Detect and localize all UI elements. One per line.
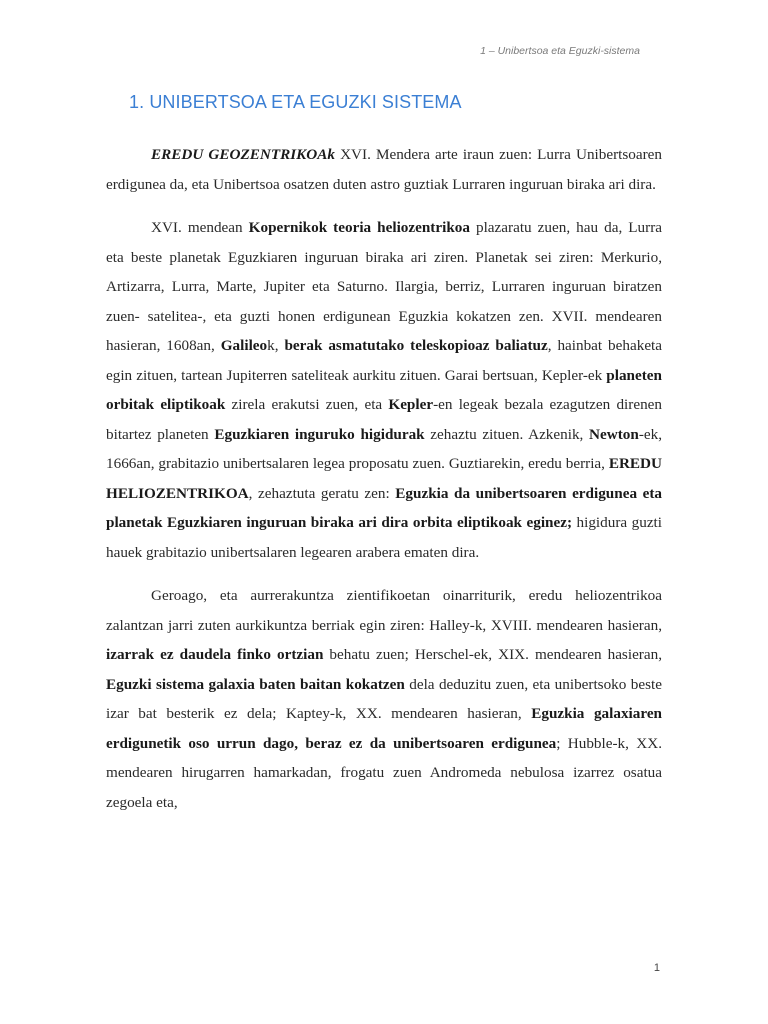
bold-italic-text: EREDU GEOZENTRIKOAk bbox=[151, 146, 335, 163]
bold-text: EREDU HELIOZENTRIKOA bbox=[106, 455, 662, 502]
page-number: 1 bbox=[653, 962, 660, 974]
text-run: ; Hubble-k, XX. mendearen hirugarren hamarkadan, frogatu zuen Andromeda nebulosa izarrez osatua zegoela eta, bbox=[106, 734, 662, 811]
text-run: zirela erakutsi zuen, eta bbox=[225, 396, 389, 413]
running-header: 1 – Unibertsoa eta Eguzki-sistema bbox=[480, 45, 640, 57]
text-run: -ek, 1666an, grabitazio unibertsalaren legea proposatu zuen. Guztiarekin, eredu berria, bbox=[106, 425, 663, 472]
bold-text: Eguzki sistema galaxia baten baitan kokatzen bbox=[106, 675, 405, 693]
body-text bbox=[106, 140, 662, 831]
bold-text: Newton bbox=[589, 425, 639, 443]
bold-text: Eguzkia galaxiaren erdigunetik oso urrun dago, beraz ez da unibertsoaren erdigunea bbox=[106, 705, 663, 752]
bold-text: Galileo bbox=[220, 337, 268, 354]
text-run: -en legeak bezala ezagutzen direnen bitartez planeten bbox=[106, 396, 662, 443]
text-run: behatu zuen; Herschel-ek, XIX. mendearen hasieran, bbox=[323, 646, 662, 663]
bold-text: planeten orbitak eliptikoak bbox=[106, 366, 662, 413]
text-run: zehaztu zituen. Azkenik, bbox=[424, 425, 590, 443]
chapter-title: 1. UNIBERTSOA ETA EGUZKI SISTEMA bbox=[129, 92, 462, 112]
text-run: , hainbat behaketa egin zituen, tartean Jupiterren sateliteak aurkitu zituen. Garai bertsuan, Kepler-ek bbox=[106, 337, 663, 384]
bold-text: Eguzkiaren inguruko higidurak bbox=[214, 425, 425, 443]
bold-text: Kopernikok teoria heliozentrikoa bbox=[248, 219, 470, 236]
paragraph-heliocentric bbox=[106, 213, 662, 567]
bold-text: izarrak ez daudela finko ortzian bbox=[106, 646, 324, 663]
text-run: Geroago, eta aurrerakuntza zientifikoetan oinarriturik, eredu heliozentrikoa zalantzan jarri zuten aurkikuntza berriak egin ziren: Halley-k, XVIII. mendearen hasieran, bbox=[106, 587, 662, 634]
text-run: dela deduzitu zuen, eta unibertsoko beste izar bat besterik ez dela; Kaptey-k, XX. mendearen hasieran, bbox=[106, 675, 662, 722]
bold-text: Kepler bbox=[388, 396, 434, 413]
bold-text: berak asmatutako teleskopioaz baliatuz bbox=[284, 337, 548, 354]
text-run: XVI. Mendera arte iraun zuen: Lurra Unibertsoaren erdigunea da, eta Unibertsoa osatzen duten astro guztiak Lurraren inguruan biraka ari dira. bbox=[106, 146, 663, 193]
text-run: higidura guzti hauek grabitazio unibertsalaren legearen arabera ematen dira. bbox=[106, 514, 662, 561]
text-run: plazaratu zuen, hau da, Lurra eta beste planetak Eguzkiaren inguruan biraka ari ziren. Planetak sei ziren: Merkurio, Artizarra, Lurra, Marte, Jupiter eta Saturno. Ilargia, berriz, Lurraren inguruan biratzen zuen- satelitea-, eta guzti honen erdigunean Eguzkia kokatzen zen. XVII. mendearen hasieran, 1608an, bbox=[106, 219, 663, 354]
paragraph-geocentric bbox=[106, 140, 662, 199]
text-run: XVI. mendean bbox=[151, 219, 249, 236]
bold-text: Eguzkia da unibertsoaren erdigunea eta planetak Eguzkiaren inguruan biraka ari dira orbita eliptikoak eginez; bbox=[106, 484, 662, 531]
text-run: k, bbox=[267, 337, 285, 354]
text-run: , zehaztuta geratu zen: bbox=[248, 484, 396, 502]
paragraph-later-discoveries bbox=[106, 581, 662, 817]
